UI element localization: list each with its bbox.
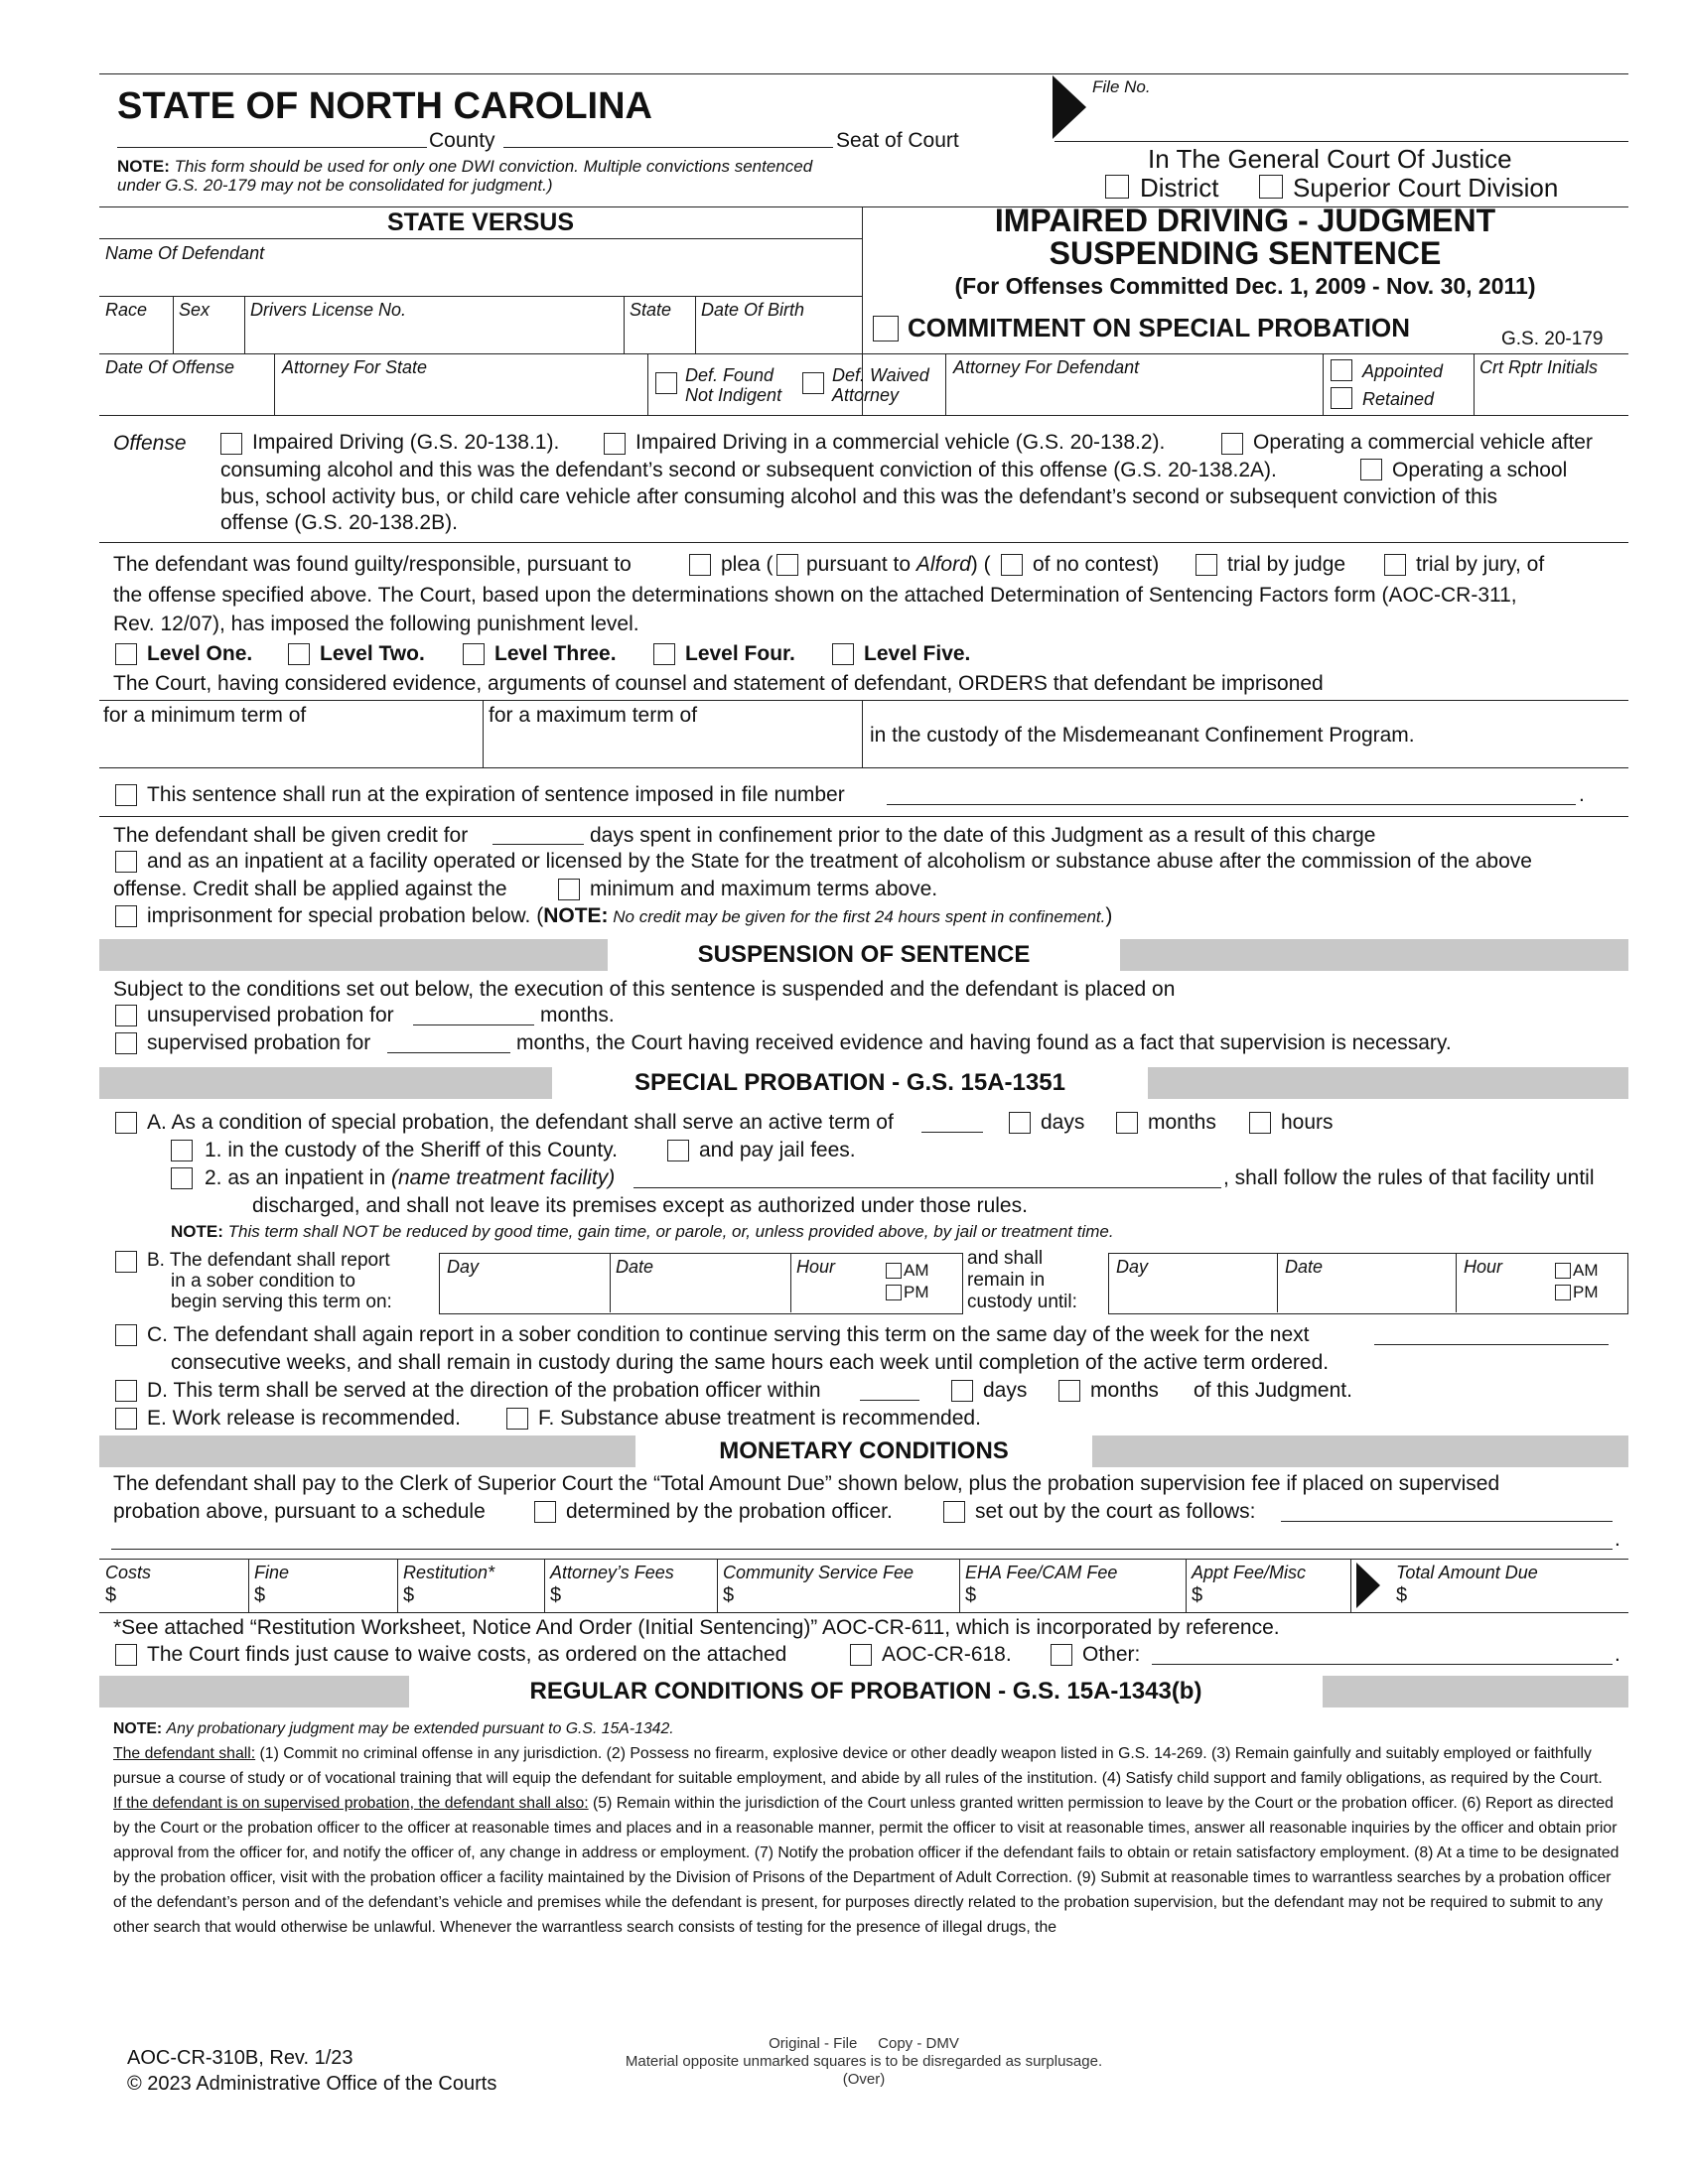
- appointed-label: Appointed: [1362, 361, 1444, 381]
- report-pm-checkbox[interactable]: [886, 1285, 902, 1300]
- b-line1: B. The defendant shall report: [147, 1250, 390, 1271]
- waived-label-1: Def. Waived: [832, 365, 929, 385]
- guilt-lead: The defendant was found guilty/responsible, pursuant to: [113, 553, 632, 576]
- level-1-checkbox[interactable]: [115, 643, 137, 665]
- appointed-checkbox[interactable]: [1331, 359, 1352, 381]
- crt-rptr-label: Crt Rptr Initials: [1479, 357, 1599, 377]
- offense-line3: bus, school activity bus, or child care vehicle after consuming alcohol and this was the defendant’s second or subsequent conviction of this: [220, 485, 1498, 508]
- d-months-label: months: [1090, 1379, 1159, 1402]
- rule: [945, 353, 946, 415]
- community-fee-label: Community Service Fee: [723, 1563, 914, 1582]
- jail-fees-checkbox[interactable]: [667, 1140, 689, 1161]
- regular-note-bold: NOTE:: [113, 1720, 163, 1737]
- county-label: County: [429, 129, 495, 152]
- gs-label: G.S. 20-179: [1501, 329, 1604, 349]
- facility-discharged: discharged, and shall not leave its premises except as authorized under those rules.: [252, 1194, 1028, 1217]
- level-3-label: Level Three.: [494, 642, 617, 665]
- credit-line2: and as an inpatient at a facility operated or licensed by the State for the treatment of alcoholism or substance abuse after the commission of the above: [147, 850, 1532, 873]
- level-5-checkbox[interactable]: [832, 643, 854, 665]
- d-end: of this Judgment.: [1194, 1379, 1352, 1402]
- jury-checkbox[interactable]: [1384, 554, 1406, 576]
- facility-name-hint: (name treatment facility): [390, 1166, 616, 1189]
- remain-pm-checkbox[interactable]: [1555, 1285, 1571, 1300]
- expiration-label: This sentence shall run at the expiration of sentence imposed in file number: [147, 783, 845, 806]
- district-checkbox[interactable]: [1105, 175, 1129, 199]
- period: .: [1615, 1643, 1620, 1666]
- rule: [959, 1559, 960, 1612]
- top-border: [99, 73, 1628, 74]
- suspension-intro: Subject to the conditions set out below, the execution of this sentence is suspended and the defendant is placed on: [113, 978, 1176, 1001]
- superior-label: Superior Court Division: [1293, 173, 1559, 203]
- supervised-label: supervised probation for: [147, 1031, 371, 1054]
- supervised-heading: If the defendant is on supervised probation, the defendant shall also:: [113, 1795, 589, 1812]
- c-weeks-line[interactable]: [1374, 1344, 1609, 1345]
- rule: [397, 1559, 398, 1612]
- rule: [173, 296, 174, 353]
- expiration-checkbox[interactable]: [115, 784, 137, 806]
- d-term-line[interactable]: [860, 1400, 919, 1401]
- form-subtitle: (For Offenses Committed Dec. 1, 2009 - Nov. 30, 2011): [954, 273, 1536, 299]
- sheriff-label: 1. in the custody of the Sheriff of this County.: [205, 1139, 618, 1161]
- rule: [695, 296, 696, 353]
- total-due-label: Total Amount Due: [1396, 1563, 1538, 1582]
- offense-4-checkbox[interactable]: [1360, 459, 1382, 480]
- min-term-label: for a minimum term of: [103, 704, 307, 727]
- remain-date-label: Date: [1285, 1257, 1324, 1277]
- a-hours-checkbox[interactable]: [1249, 1112, 1271, 1134]
- inpatient-label: 2. as an inpatient in: [205, 1166, 391, 1189]
- commitment-label: COMMITMENT ON SPECIAL PROBATION: [908, 313, 1411, 342]
- regular-note: Any probationary judgment may be extended pursuant to G.S. 15A-1342.: [166, 1720, 674, 1737]
- level-4-label: Level Four.: [685, 642, 795, 665]
- sex-label: Sex: [179, 300, 211, 320]
- indigent-checkbox[interactable]: [655, 372, 677, 394]
- date-offense-label: Date Of Offense: [105, 357, 235, 377]
- eha-fee-dollar: $: [965, 1584, 977, 1606]
- name-label: Name Of Defendant: [105, 243, 265, 263]
- report-pm-label: PM: [904, 1283, 929, 1301]
- offense-1-label: Impaired Driving (G.S. 20-138.1).: [252, 431, 560, 454]
- unsupervised-months-line[interactable]: [413, 1024, 534, 1025]
- judge-checkbox[interactable]: [1196, 554, 1217, 576]
- county-line[interactable]: [117, 147, 427, 148]
- period: .: [1615, 1528, 1620, 1551]
- c-line1: C. The defendant shall again report in a sober condition to continue serving this term on the same day of the week for the next: [147, 1323, 1310, 1346]
- credit-line3b: minimum and maximum terms above.: [590, 878, 938, 900]
- judge-label: trial by judge: [1227, 553, 1346, 576]
- facility-rules: , shall follow the rules of that facility until: [1223, 1166, 1595, 1189]
- special-e-checkbox[interactable]: [115, 1408, 137, 1430]
- credit-days-line[interactable]: [492, 844, 584, 845]
- c-line2: consecutive weeks, and shall remain in custody during the same hours each week until completion of the active term ordered.: [171, 1351, 1330, 1374]
- seat-line[interactable]: [503, 147, 833, 148]
- remain-am-label: AM: [1573, 1261, 1599, 1280]
- restitution-label: Restitution*: [403, 1563, 495, 1582]
- remain-day-label: Day: [1116, 1257, 1149, 1277]
- special-d-checkbox[interactable]: [115, 1380, 137, 1402]
- monetary-line2c: set out by the court as follows:: [975, 1500, 1256, 1523]
- a-months-label: months: [1148, 1111, 1216, 1134]
- offense-line4: offense (G.S. 20-138.2B).: [220, 511, 458, 534]
- rule: [790, 1253, 791, 1312]
- waived-checkbox[interactable]: [802, 372, 824, 394]
- level-3-checkbox[interactable]: [463, 643, 485, 665]
- special-b-checkbox[interactable]: [115, 1251, 137, 1273]
- atty-def-label: Attorney For Defendant: [953, 357, 1140, 377]
- district-label: District: [1140, 173, 1219, 203]
- credit-note-bold: NOTE:: [543, 904, 609, 927]
- rule: [717, 1559, 718, 1612]
- commitment-checkbox[interactable]: [873, 316, 899, 341]
- plea-checkbox[interactable]: [689, 554, 711, 576]
- no-contest-label: of no contest): [1033, 553, 1160, 576]
- restitution-note: *See attached “Restitution Worksheet, Notice And Order (Initial Sentencing)” AOC-CR-611, which is incorporated by reference.: [113, 1616, 1280, 1639]
- credit-days-text: days spent in confinement prior to the date of this Judgment as a result of this charge: [590, 824, 1376, 847]
- form-title-2: SUSPENDING SENTENCE: [1049, 235, 1442, 271]
- rule: [99, 1612, 1628, 1613]
- fine-label: Fine: [254, 1563, 290, 1582]
- attorney-fees-label: Attorney’s Fees: [550, 1563, 674, 1582]
- rule: [248, 1559, 249, 1612]
- schedule-po-checkbox[interactable]: [534, 1501, 556, 1523]
- rule: [647, 353, 648, 415]
- rule: [1186, 1559, 1187, 1612]
- monetary-title: MONETARY CONDITIONS: [635, 1435, 1092, 1467]
- over-label: (Over): [842, 2071, 886, 2088]
- a-hours-label: hours: [1281, 1111, 1334, 1134]
- remain-am-checkbox[interactable]: [1555, 1263, 1571, 1279]
- state-versus: STATE VERSUS: [387, 208, 574, 236]
- special-credit-checkbox[interactable]: [115, 905, 137, 927]
- waived-label-2: Attorney: [832, 385, 900, 405]
- rule: [99, 1559, 1628, 1560]
- note-line1: This form should be used for only one DWI conviction. Multiple convictions sentenced: [174, 157, 813, 176]
- special-a-label: A. As a condition of special probation, the defendant shall serve an active term of: [147, 1111, 894, 1134]
- orders-text: The Court, having considered evidence, arguments of counsel and statement of defendant, ORDERS that defendant be imprisoned: [113, 672, 1324, 695]
- copies-distribution: Original - File Copy - DMV: [769, 2035, 959, 2052]
- rule: [1277, 1253, 1278, 1312]
- race-label: Race: [105, 300, 148, 320]
- costs-dollar: $: [105, 1584, 117, 1606]
- total-arrow-icon: [1356, 1563, 1380, 1608]
- rule: [1323, 353, 1324, 415]
- rule: [544, 1559, 545, 1612]
- guilt-line2: the offense specified above. The Court, based upon the determinations shown on the attached Determination of Sentencing Factors form (AOC-CR-311,: [113, 584, 1517, 607]
- dob-label: Date Of Birth: [701, 300, 805, 320]
- monetary-line1: The defendant shall pay to the Clerk of Superior Court the “Total Amount Due” shown below, plus the probation supervision fee if placed on supervised: [113, 1472, 1500, 1495]
- alford-post: ) (: [970, 553, 991, 576]
- special-title: SPECIAL PROBATION - G.S. 15A-1351: [552, 1067, 1148, 1099]
- indigent-label-2: Not Indigent: [685, 385, 782, 405]
- supervised-checkbox[interactable]: [115, 1032, 137, 1054]
- offense-3-label: Operating a commercial vehicle after: [1253, 431, 1593, 454]
- level-2-label: Level Two.: [320, 642, 425, 665]
- level-1-label: Level One.: [147, 642, 253, 665]
- form-number: AOC-CR-310B, Rev. 1/23: [127, 2047, 353, 2069]
- other-checkbox[interactable]: [1051, 1644, 1072, 1666]
- remain-3: custody until:: [967, 1292, 1077, 1312]
- suspension-title: SUSPENSION OF SENTENCE: [608, 939, 1120, 971]
- rule: [244, 296, 245, 353]
- file-arrow-icon: [1053, 75, 1086, 139]
- rule: [99, 353, 1628, 354]
- a-months-checkbox[interactable]: [1116, 1112, 1138, 1134]
- rule: [99, 238, 862, 239]
- rule: [274, 353, 275, 415]
- sheriff-checkbox[interactable]: [171, 1140, 193, 1161]
- plea-label: plea (: [721, 553, 774, 576]
- d-days-label: days: [983, 1379, 1028, 1402]
- credit-line4a: imprisonment for special probation below. (: [147, 904, 544, 927]
- special-c-checkbox[interactable]: [115, 1324, 137, 1346]
- community-fee-dollar: $: [723, 1584, 735, 1606]
- period: .: [1579, 783, 1585, 806]
- rule: [99, 542, 1628, 543]
- special-f-checkbox[interactable]: [506, 1408, 528, 1430]
- alford-checkbox[interactable]: [776, 554, 798, 576]
- offense-2-label: Impaired Driving in a commercial vehicle (G.S. 20-138.2).: [635, 431, 1166, 454]
- note-line2: under G.S. 20-179 may not be consolidated for judgment.): [117, 176, 553, 195]
- court-label: In The General Court Of Justice: [1148, 144, 1512, 174]
- other-line[interactable]: [1152, 1664, 1613, 1665]
- supervised-months: months, the Court having received evidence and having found as a fact that supervision is necessary.: [516, 1031, 1452, 1054]
- report-am-label: AM: [904, 1261, 929, 1280]
- rule: [610, 1253, 611, 1312]
- a-days-checkbox[interactable]: [1009, 1112, 1031, 1134]
- jail-fees-label: and pay jail fees.: [699, 1139, 856, 1161]
- copyright: © 2023 Administrative Office of the Courts: [127, 2073, 497, 2095]
- regular-title: REGULAR CONDITIONS OF PROBATION - G.S. 15A-1343(b): [409, 1676, 1323, 1707]
- report-box: [439, 1253, 963, 1314]
- f-label: F. Substance abuse treatment is recommended.: [538, 1407, 981, 1430]
- offense-2-checkbox[interactable]: [604, 433, 626, 455]
- rule: [99, 296, 862, 297]
- report-hour-label: Hour: [796, 1257, 836, 1277]
- facility-name-line[interactable]: [633, 1187, 1221, 1188]
- retained-checkbox[interactable]: [1331, 387, 1352, 409]
- offense-label: Offense: [113, 432, 187, 455]
- level-4-checkbox[interactable]: [653, 643, 675, 665]
- unsupervised-label: unsupervised probation for: [147, 1004, 394, 1026]
- rule: [1474, 353, 1475, 415]
- no-contest-checkbox[interactable]: [1001, 554, 1023, 576]
- report-day-label: Day: [447, 1257, 480, 1277]
- other-label: Other:: [1082, 1643, 1141, 1666]
- rule: [862, 700, 863, 767]
- rule: [1350, 1559, 1351, 1612]
- monetary-line2a: probation above, pursuant to a schedule: [113, 1500, 486, 1523]
- special-note: This term shall NOT be reduced by good time, gain time, or parole, or, unless provided above, by jail or treatment time.: [227, 1222, 1114, 1241]
- note-bold: NOTE:: [117, 157, 170, 176]
- monetary-line2b: determined by the probation officer.: [566, 1500, 893, 1523]
- jury-label: trial by jury, of: [1416, 553, 1545, 576]
- fine-dollar: $: [254, 1584, 266, 1606]
- aoc-cr-618-checkbox[interactable]: [850, 1644, 872, 1666]
- rule: [99, 700, 1628, 701]
- appt-fee-label: Appt Fee/Misc: [1192, 1563, 1307, 1582]
- remain-pm-label: PM: [1573, 1283, 1599, 1301]
- waive-checkbox[interactable]: [115, 1644, 137, 1666]
- retained-label: Retained: [1362, 389, 1435, 409]
- offense-4-label: Operating a school: [1392, 459, 1568, 481]
- credit-line3a: offense. Credit shall be applied against the: [113, 878, 507, 900]
- credit-lead: The defendant shall be given credit for: [113, 824, 469, 847]
- costs-label: Costs: [105, 1563, 152, 1582]
- remain-hour-label: Hour: [1464, 1257, 1503, 1277]
- total-due-dollar: $: [1396, 1584, 1408, 1606]
- atty-state-label: Attorney For State: [282, 357, 428, 377]
- schedule-line-2[interactable]: [111, 1549, 1613, 1550]
- name-field[interactable]: [99, 260, 862, 296]
- rule: [99, 816, 1628, 817]
- schedule-court-checkbox[interactable]: [943, 1501, 965, 1523]
- file-no-label: File No.: [1092, 77, 1151, 96]
- alford-pre: pursuant to: [806, 553, 916, 576]
- file-no-line: [1055, 141, 1628, 142]
- inpatient-checkbox[interactable]: [115, 851, 137, 873]
- a-days-label: days: [1041, 1111, 1085, 1134]
- d-label: D. This term shall be served at the direction of the probation officer within: [147, 1379, 821, 1402]
- unsupervised-months: months.: [540, 1004, 615, 1026]
- max-term-label: for a maximum term of: [489, 704, 698, 727]
- alford-label: Alford: [915, 553, 971, 576]
- rule: [624, 296, 625, 353]
- credit-note: No credit may be given for the first 24 hours spent in confinement.: [608, 907, 1106, 926]
- defendant-shall-heading: The defendant shall:: [113, 1745, 256, 1762]
- eha-fee-label: EHA Fee/CAM Fee: [965, 1563, 1118, 1582]
- credit-close: ): [1105, 904, 1113, 927]
- waive-label: The Court finds just cause to waive costs, as ordered on the attached: [147, 1643, 787, 1666]
- defendant-shall-text: (1) Commit no criminal offense in any jurisdiction. (2) Possess no firearm, explosive device or other deadly weapon listed in G.S. 14-269. (3) Remain gainfully and suitably employed or faithfully pursue a course of study or of vocational training that will equip the defendant for suitable employment, and abide by all rules of the institution. (4) Satisfy child support and family obligations, as required by the Court.: [113, 1745, 1603, 1787]
- rule: [1456, 1253, 1457, 1312]
- d-months-checkbox[interactable]: [1058, 1380, 1080, 1402]
- superior-checkbox[interactable]: [1259, 175, 1283, 199]
- b-line2: in a sober condition to: [171, 1271, 355, 1292]
- seat-label: Seat of Court: [836, 129, 959, 152]
- restitution-dollar: $: [403, 1584, 415, 1606]
- offense-3-checkbox[interactable]: [1221, 433, 1243, 455]
- supervised-text: (5) Remain within the jurisdiction of the Court unless granted written permission to leave by the Court or the probation officer. (6) Report as directed by the Court or the probation officer to the officer at reasonable times and places and in a reasonable manner, permit the officer to visit at reasonable times, answer all reasonable inquiries by the officer and obtain prior approval from the officer for, and notify the officer of, any change in address or employment. (7) Notify the probation officer if the defendant fails to obtain or retain satisfactory employment. (8) At a time to be designated by the probation officer, visit with the probation officer a facility maintained by the Division of Prisons of the Department of Adult Correction. (9) Submit at reasonable times to warrantless searches by a probation officer of the defendant’s person and of the defendant’s vehicle and premises while the defendant is present, for purposes directly related to the probation supervision, but the defendant may not be required to submit to any other search that would otherwise be unlawful. Whenever the warrantless search consists of testing for the presence of illegal drugs, the: [113, 1795, 1619, 1936]
- level-2-checkbox[interactable]: [288, 643, 310, 665]
- remain-1: and shall: [967, 1248, 1044, 1269]
- unsupervised-checkbox[interactable]: [115, 1005, 137, 1026]
- form-title-1: IMPAIRED DRIVING - JUDGMENT: [994, 203, 1496, 238]
- rule: [99, 767, 1628, 768]
- min-max-checkbox[interactable]: [558, 879, 580, 900]
- state-label: State: [630, 300, 672, 320]
- remain-2: remain in: [967, 1270, 1046, 1291]
- level-5-label: Level Five.: [864, 642, 971, 665]
- remain-box: [1108, 1253, 1628, 1314]
- inpatient-facility-checkbox[interactable]: [171, 1167, 193, 1189]
- active-term-line[interactable]: [921, 1132, 983, 1133]
- rule: [99, 415, 1628, 416]
- e-label: E. Work release is recommended.: [147, 1407, 461, 1430]
- aoc-cr-618-label: AOC-CR-618.: [882, 1643, 1012, 1666]
- state-heading: STATE OF NORTH CAROLINA: [117, 85, 652, 127]
- custody-label: in the custody of the Misdemeanant Confinement Program.: [870, 724, 1415, 747]
- offense-1-checkbox[interactable]: [220, 433, 242, 455]
- guilt-line3: Rev. 12/07), has imposed the following punishment level.: [113, 613, 639, 635]
- schedule-line-1[interactable]: [1281, 1521, 1613, 1522]
- report-am-checkbox[interactable]: [886, 1263, 902, 1279]
- indigent-label-1: Def. Found: [685, 365, 774, 385]
- expiration-file-line[interactable]: [887, 804, 1576, 805]
- attorney-fees-dollar: $: [550, 1584, 562, 1606]
- d-days-checkbox[interactable]: [951, 1380, 973, 1402]
- report-date-label: Date: [616, 1257, 654, 1277]
- supervised-months-line[interactable]: [387, 1052, 510, 1053]
- offense-line2: consuming alcohol and this was the defendant’s second or subsequent conviction of this offense (G.S. 20-138.2A).: [220, 459, 1277, 481]
- appt-fee-dollar: $: [1192, 1584, 1203, 1606]
- license-label: Drivers License No.: [250, 300, 407, 320]
- surplusage-note: Material opposite unmarked squares is to be disregarded as surplusage.: [625, 2053, 1103, 2070]
- rule: [483, 700, 484, 767]
- special-note-bold: NOTE:: [171, 1222, 223, 1241]
- b-line3: begin serving this term on:: [171, 1292, 392, 1312]
- special-a-checkbox[interactable]: [115, 1112, 137, 1134]
